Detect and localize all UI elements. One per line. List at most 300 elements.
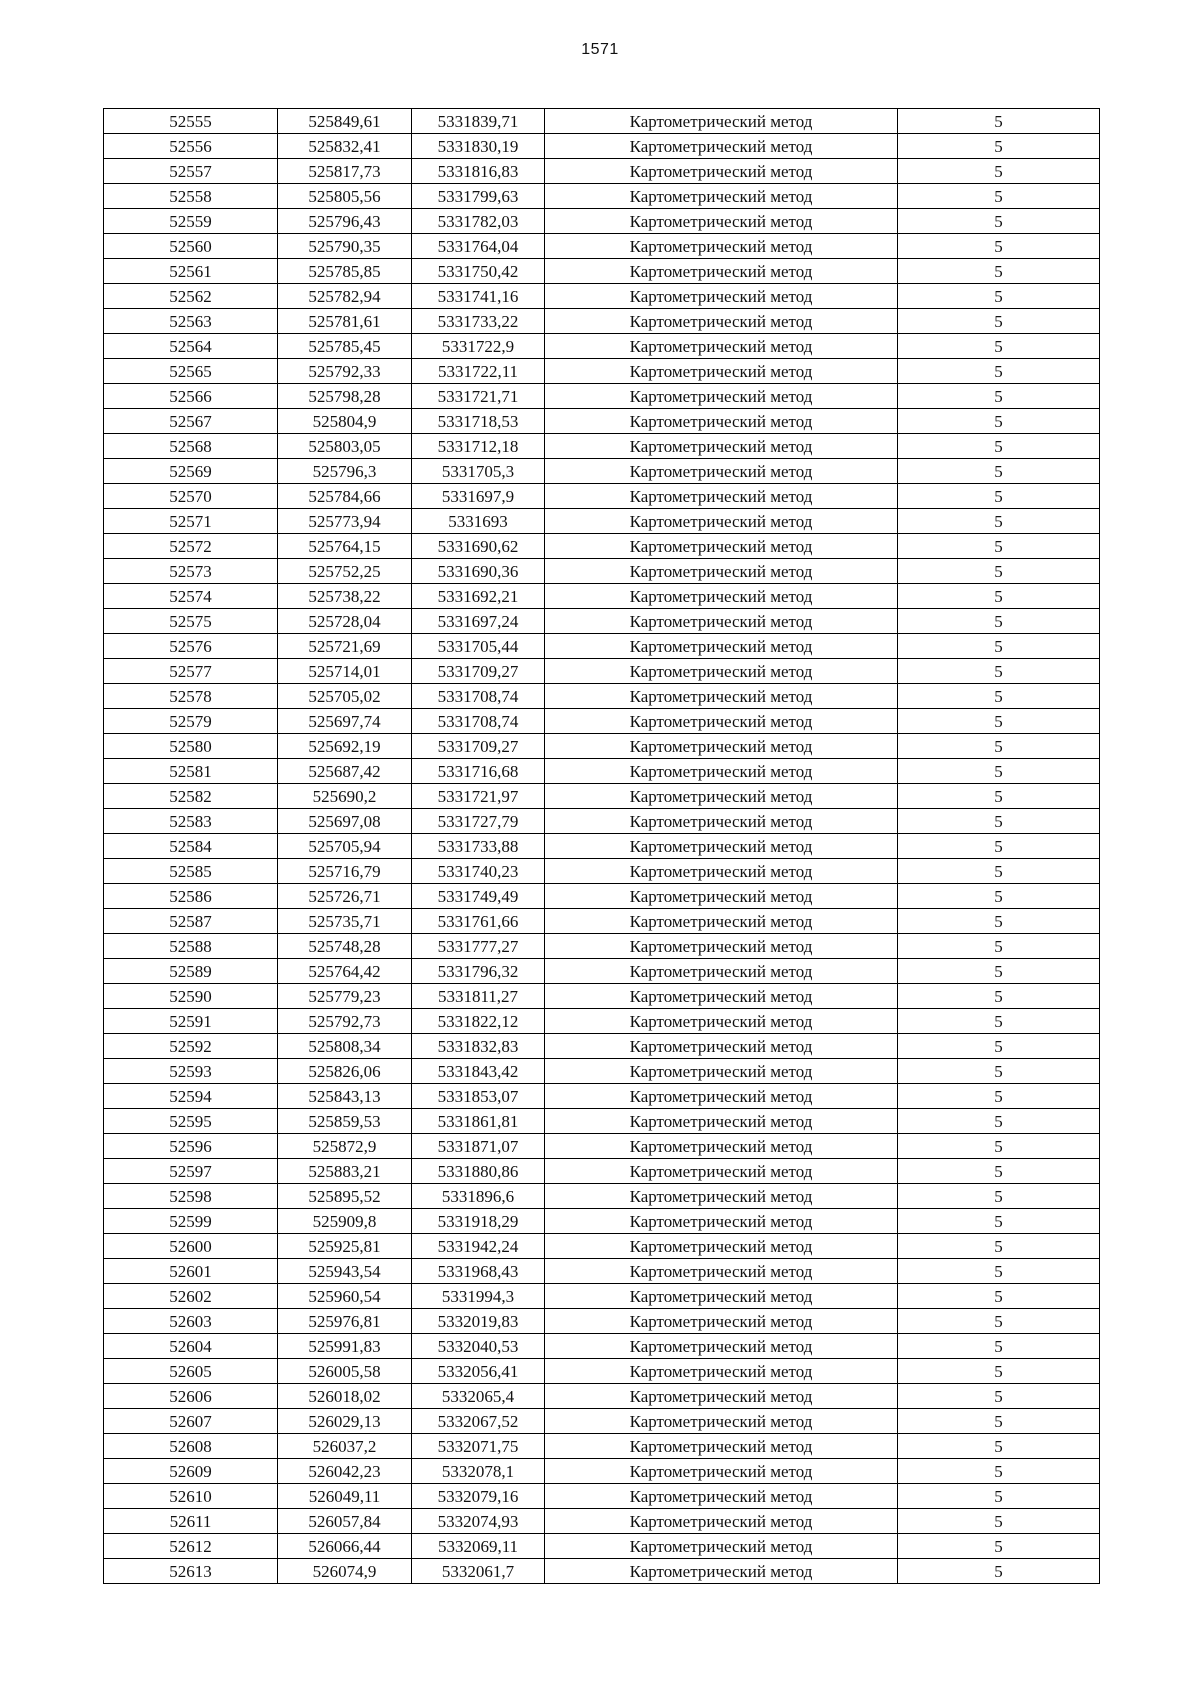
method-cell: Картометрический метод [545,359,898,384]
x-coordinate-cell: 525773,94 [278,509,412,534]
accuracy-cell: 5 [898,734,1100,759]
method-cell: Картометрический метод [545,784,898,809]
x-coordinate-cell: 525785,45 [278,334,412,359]
table-row [104,1384,1100,1409]
x-coordinate-cell: 525849,61 [278,109,412,134]
point-number-cell: 52557 [104,159,278,184]
x-coordinate-cell: 525705,94 [278,834,412,859]
method-cell: Картометрический метод [545,709,898,734]
point-number-cell: 52560 [104,234,278,259]
point-number-cell: 52599 [104,1209,278,1234]
table-row [104,1059,1100,1084]
table-row [104,1484,1100,1509]
y-coordinate-cell: 5331896,6 [412,1184,545,1209]
method-cell: Картометрический метод [545,1359,898,1384]
point-number-cell: 52577 [104,659,278,684]
y-coordinate-cell: 5332078,1 [412,1459,545,1484]
table-row [104,334,1100,359]
y-coordinate-cell: 5331709,27 [412,659,545,684]
point-number-cell: 52609 [104,1459,278,1484]
method-cell: Картометрический метод [545,1484,898,1509]
y-coordinate-cell: 5331782,03 [412,209,545,234]
accuracy-cell: 5 [898,359,1100,384]
method-cell: Картометрический метод [545,684,898,709]
y-coordinate-cell: 5331697,24 [412,609,545,634]
accuracy-cell: 5 [898,184,1100,209]
point-number-cell: 52613 [104,1559,278,1584]
point-number-cell: 52572 [104,534,278,559]
x-coordinate-cell: 525796,3 [278,459,412,484]
point-number-cell: 52565 [104,359,278,384]
x-coordinate-cell: 525697,08 [278,809,412,834]
point-number-cell: 52582 [104,784,278,809]
y-coordinate-cell: 5331749,49 [412,884,545,909]
method-cell: Картометрический метод [545,134,898,159]
x-coordinate-cell: 525805,56 [278,184,412,209]
y-coordinate-cell: 5331861,81 [412,1109,545,1134]
point-number-cell: 52611 [104,1509,278,1534]
accuracy-cell: 5 [898,1134,1100,1159]
method-cell: Картометрический метод [545,534,898,559]
point-number-cell: 52612 [104,1534,278,1559]
accuracy-cell: 5 [898,1009,1100,1034]
table-row [104,409,1100,434]
table-row [104,1084,1100,1109]
accuracy-cell: 5 [898,534,1100,559]
y-coordinate-cell: 5331853,07 [412,1084,545,1109]
y-coordinate-cell: 5331697,9 [412,484,545,509]
coordinates-table [103,108,1100,1584]
table-row [104,259,1100,284]
x-coordinate-cell: 525960,54 [278,1284,412,1309]
method-cell: Картометрический метод [545,159,898,184]
y-coordinate-cell: 5332061,7 [412,1559,545,1584]
x-coordinate-cell: 525784,66 [278,484,412,509]
y-coordinate-cell: 5331722,9 [412,334,545,359]
point-number-cell: 52558 [104,184,278,209]
method-cell: Картометрический метод [545,734,898,759]
table-row [104,184,1100,209]
y-coordinate-cell: 5331690,36 [412,559,545,584]
y-coordinate-cell: 5331721,97 [412,784,545,809]
accuracy-cell: 5 [898,234,1100,259]
x-coordinate-cell: 526057,84 [278,1509,412,1534]
accuracy-cell: 5 [898,659,1100,684]
x-coordinate-cell: 525714,01 [278,659,412,684]
x-coordinate-cell: 525895,52 [278,1184,412,1209]
y-coordinate-cell: 5331811,27 [412,984,545,1009]
point-number-cell: 52569 [104,459,278,484]
x-coordinate-cell: 525716,79 [278,859,412,884]
accuracy-cell: 5 [898,984,1100,1009]
accuracy-cell: 5 [898,909,1100,934]
accuracy-cell: 5 [898,1309,1100,1334]
accuracy-cell: 5 [898,309,1100,334]
y-coordinate-cell: 5331727,79 [412,809,545,834]
table-row [104,484,1100,509]
accuracy-cell: 5 [898,1109,1100,1134]
table-row [104,1234,1100,1259]
y-coordinate-cell: 5332065,4 [412,1384,545,1409]
y-coordinate-cell: 5332071,75 [412,1434,545,1459]
accuracy-cell: 5 [898,509,1100,534]
y-coordinate-cell: 5331942,24 [412,1234,545,1259]
table-row [104,1409,1100,1434]
y-coordinate-cell: 5331705,44 [412,634,545,659]
point-number-cell: 52600 [104,1234,278,1259]
method-cell: Картометрический метод [545,984,898,1009]
table-row [104,684,1100,709]
point-number-cell: 52605 [104,1359,278,1384]
x-coordinate-cell: 525738,22 [278,584,412,609]
x-coordinate-cell: 525804,9 [278,409,412,434]
y-coordinate-cell: 5332019,83 [412,1309,545,1334]
y-coordinate-cell: 5331690,62 [412,534,545,559]
method-cell: Картометрический метод [545,1409,898,1434]
point-number-cell: 52601 [104,1259,278,1284]
accuracy-cell: 5 [898,559,1100,584]
table-row [104,834,1100,859]
point-number-cell: 52563 [104,309,278,334]
table-row [104,1259,1100,1284]
accuracy-cell: 5 [898,1284,1100,1309]
table-row [104,284,1100,309]
y-coordinate-cell: 5331740,23 [412,859,545,884]
table-row [104,784,1100,809]
accuracy-cell: 5 [898,1034,1100,1059]
y-coordinate-cell: 5331777,27 [412,934,545,959]
accuracy-cell: 5 [898,1384,1100,1409]
table-row [104,434,1100,459]
table-row [104,909,1100,934]
x-coordinate-cell: 525925,81 [278,1234,412,1259]
method-cell: Картометрический метод [545,434,898,459]
x-coordinate-cell: 525790,35 [278,234,412,259]
accuracy-cell: 5 [898,484,1100,509]
point-number-cell: 52607 [104,1409,278,1434]
method-cell: Картометрический метод [545,559,898,584]
y-coordinate-cell: 5331832,83 [412,1034,545,1059]
accuracy-cell: 5 [898,584,1100,609]
x-coordinate-cell: 525909,8 [278,1209,412,1234]
point-number-cell: 52586 [104,884,278,909]
table-row [104,359,1100,384]
table-row [104,734,1100,759]
x-coordinate-cell: 525728,04 [278,609,412,634]
y-coordinate-cell: 5331830,19 [412,134,545,159]
point-number-cell: 52591 [104,1009,278,1034]
accuracy-cell: 5 [898,884,1100,909]
accuracy-cell: 5 [898,1334,1100,1359]
accuracy-cell: 5 [898,1434,1100,1459]
method-cell: Картометрический метод [545,634,898,659]
accuracy-cell: 5 [898,134,1100,159]
table-row [104,759,1100,784]
table-row [104,1459,1100,1484]
method-cell: Картометрический метод [545,609,898,634]
table-row [104,109,1100,134]
accuracy-cell: 5 [898,1509,1100,1534]
accuracy-cell: 5 [898,1209,1100,1234]
accuracy-cell: 5 [898,1234,1100,1259]
point-number-cell: 52578 [104,684,278,709]
x-coordinate-cell: 525832,41 [278,134,412,159]
point-number-cell: 52583 [104,809,278,834]
y-coordinate-cell: 5331822,12 [412,1009,545,1034]
x-coordinate-cell: 525976,81 [278,1309,412,1334]
method-cell: Картометрический метод [545,1059,898,1084]
y-coordinate-cell: 5331708,74 [412,684,545,709]
method-cell: Картометрический метод [545,459,898,484]
y-coordinate-cell: 5331733,22 [412,309,545,334]
x-coordinate-cell: 525690,2 [278,784,412,809]
point-number-cell: 52573 [104,559,278,584]
point-number-cell: 52608 [104,1434,278,1459]
method-cell: Картометрический метод [545,1459,898,1484]
method-cell: Картометрический метод [545,1384,898,1409]
point-number-cell: 52587 [104,909,278,934]
method-cell: Картометрический метод [545,1134,898,1159]
y-coordinate-cell: 5331761,66 [412,909,545,934]
table-row [104,1559,1100,1584]
accuracy-cell: 5 [898,209,1100,234]
x-coordinate-cell: 525792,33 [278,359,412,384]
method-cell: Картометрический метод [545,1184,898,1209]
accuracy-cell: 5 [898,384,1100,409]
accuracy-cell: 5 [898,959,1100,984]
point-number-cell: 52571 [104,509,278,534]
method-cell: Картометрический метод [545,1234,898,1259]
method-cell: Картометрический метод [545,1209,898,1234]
accuracy-cell: 5 [898,409,1100,434]
table-row [104,1509,1100,1534]
point-number-cell: 52561 [104,259,278,284]
accuracy-cell: 5 [898,1409,1100,1434]
accuracy-cell: 5 [898,709,1100,734]
accuracy-cell: 5 [898,809,1100,834]
point-number-cell: 52596 [104,1134,278,1159]
accuracy-cell: 5 [898,259,1100,284]
y-coordinate-cell: 5332079,16 [412,1484,545,1509]
point-number-cell: 52594 [104,1084,278,1109]
point-number-cell: 52568 [104,434,278,459]
table-row [104,1434,1100,1459]
method-cell: Картометрический метод [545,384,898,409]
page-number: 1571 [581,41,619,58]
point-number-cell: 52597 [104,1159,278,1184]
y-coordinate-cell: 5331764,04 [412,234,545,259]
method-cell: Картометрический метод [545,884,898,909]
method-cell: Картометрический метод [545,1084,898,1109]
method-cell: Картометрический метод [545,659,898,684]
point-number-cell: 52574 [104,584,278,609]
table-row [104,1309,1100,1334]
point-number-cell: 52556 [104,134,278,159]
point-number-cell: 52581 [104,759,278,784]
x-coordinate-cell: 525817,73 [278,159,412,184]
y-coordinate-cell: 5331968,43 [412,1259,545,1284]
table-row [104,509,1100,534]
method-cell: Картометрический метод [545,1334,898,1359]
y-coordinate-cell: 5331705,3 [412,459,545,484]
y-coordinate-cell: 5331880,86 [412,1159,545,1184]
point-number-cell: 52575 [104,609,278,634]
point-number-cell: 52606 [104,1384,278,1409]
accuracy-cell: 5 [898,1059,1100,1084]
y-coordinate-cell: 5331871,07 [412,1134,545,1159]
x-coordinate-cell: 525943,54 [278,1259,412,1284]
table-row [104,1209,1100,1234]
accuracy-cell: 5 [898,434,1100,459]
method-cell: Картометрический метод [545,934,898,959]
method-cell: Картометрический метод [545,1159,898,1184]
table-row [104,159,1100,184]
y-coordinate-cell: 5331709,27 [412,734,545,759]
x-coordinate-cell: 525687,42 [278,759,412,784]
table-row [104,659,1100,684]
y-coordinate-cell: 5332074,93 [412,1509,545,1534]
method-cell: Картометрический метод [545,1009,898,1034]
accuracy-cell: 5 [898,684,1100,709]
accuracy-cell: 5 [898,859,1100,884]
y-coordinate-cell: 5331718,53 [412,409,545,434]
method-cell: Картометрический метод [545,259,898,284]
y-coordinate-cell: 5331994,3 [412,1284,545,1309]
point-number-cell: 52595 [104,1109,278,1134]
x-coordinate-cell: 526037,2 [278,1434,412,1459]
x-coordinate-cell: 526074,9 [278,1559,412,1584]
accuracy-cell: 5 [898,1534,1100,1559]
accuracy-cell: 5 [898,1484,1100,1509]
method-cell: Картометрический метод [545,834,898,859]
method-cell: Картометрический метод [545,909,898,934]
accuracy-cell: 5 [898,284,1100,309]
y-coordinate-cell: 5332040,53 [412,1334,545,1359]
point-number-cell: 52579 [104,709,278,734]
y-coordinate-cell: 5331708,74 [412,709,545,734]
accuracy-cell: 5 [898,759,1100,784]
point-number-cell: 52567 [104,409,278,434]
method-cell: Картометрический метод [545,1109,898,1134]
accuracy-cell: 5 [898,1459,1100,1484]
accuracy-cell: 5 [898,1359,1100,1384]
table-row [104,559,1100,584]
accuracy-cell: 5 [898,159,1100,184]
y-coordinate-cell: 5332069,11 [412,1534,545,1559]
point-number-cell: 52592 [104,1034,278,1059]
table-row [104,859,1100,884]
table-row [104,959,1100,984]
method-cell: Картометрический метод [545,759,898,784]
accuracy-cell: 5 [898,334,1100,359]
x-coordinate-cell: 525692,19 [278,734,412,759]
y-coordinate-cell: 5331918,29 [412,1209,545,1234]
method-cell: Картометрический метод [545,309,898,334]
point-number-cell: 52562 [104,284,278,309]
method-cell: Картометрический метод [545,409,898,434]
accuracy-cell: 5 [898,609,1100,634]
point-number-cell: 52576 [104,634,278,659]
accuracy-cell: 5 [898,1184,1100,1209]
method-cell: Картометрический метод [545,1034,898,1059]
x-coordinate-cell: 525808,34 [278,1034,412,1059]
point-number-cell: 52598 [104,1184,278,1209]
x-coordinate-cell: 525752,25 [278,559,412,584]
y-coordinate-cell: 5331693 [412,509,545,534]
table-row [104,634,1100,659]
point-number-cell: 52590 [104,984,278,1009]
method-cell: Картометрический метод [545,809,898,834]
accuracy-cell: 5 [898,109,1100,134]
point-number-cell: 52604 [104,1334,278,1359]
accuracy-cell: 5 [898,934,1100,959]
accuracy-cell: 5 [898,1159,1100,1184]
x-coordinate-cell: 525826,06 [278,1059,412,1084]
x-coordinate-cell: 525779,23 [278,984,412,1009]
accuracy-cell: 5 [898,1084,1100,1109]
point-number-cell: 52584 [104,834,278,859]
x-coordinate-cell: 525735,71 [278,909,412,934]
table-row [104,234,1100,259]
x-coordinate-cell: 526005,58 [278,1359,412,1384]
method-cell: Картометрический метод [545,209,898,234]
accuracy-cell: 5 [898,1559,1100,1584]
method-cell: Картометрический метод [545,1259,898,1284]
table-row [104,209,1100,234]
table-row [104,459,1100,484]
point-number-cell: 52603 [104,1309,278,1334]
y-coordinate-cell: 5331741,16 [412,284,545,309]
point-number-cell: 52580 [104,734,278,759]
method-cell: Картометрический метод [545,1309,898,1334]
method-cell: Картометрический метод [545,1559,898,1584]
accuracy-cell: 5 [898,634,1100,659]
x-coordinate-cell: 526042,23 [278,1459,412,1484]
method-cell: Картометрический метод [545,584,898,609]
x-coordinate-cell: 526066,44 [278,1534,412,1559]
point-number-cell: 52570 [104,484,278,509]
table-row [104,1284,1100,1309]
x-coordinate-cell: 526049,11 [278,1484,412,1509]
table-row [104,1009,1100,1034]
y-coordinate-cell: 5331816,83 [412,159,545,184]
y-coordinate-cell: 5332056,41 [412,1359,545,1384]
method-cell: Картометрический метод [545,484,898,509]
method-cell: Картометрический метод [545,509,898,534]
point-number-cell: 52566 [104,384,278,409]
table-row [104,534,1100,559]
coordinates-table-body [104,109,1100,1584]
method-cell: Картометрический метод [545,1434,898,1459]
x-coordinate-cell: 526018,02 [278,1384,412,1409]
point-number-cell: 52602 [104,1284,278,1309]
x-coordinate-cell: 525782,94 [278,284,412,309]
table-row [104,809,1100,834]
method-cell: Картометрический метод [545,284,898,309]
method-cell: Картометрический метод [545,234,898,259]
point-number-cell: 52593 [104,1059,278,1084]
table-row [104,1159,1100,1184]
accuracy-cell: 5 [898,784,1100,809]
table-row [104,1359,1100,1384]
x-coordinate-cell: 525803,05 [278,434,412,459]
point-number-cell: 52559 [104,209,278,234]
y-coordinate-cell: 5331796,32 [412,959,545,984]
x-coordinate-cell: 525764,15 [278,534,412,559]
point-number-cell: 52588 [104,934,278,959]
method-cell: Картометрический метод [545,1509,898,1534]
method-cell: Картометрический метод [545,859,898,884]
